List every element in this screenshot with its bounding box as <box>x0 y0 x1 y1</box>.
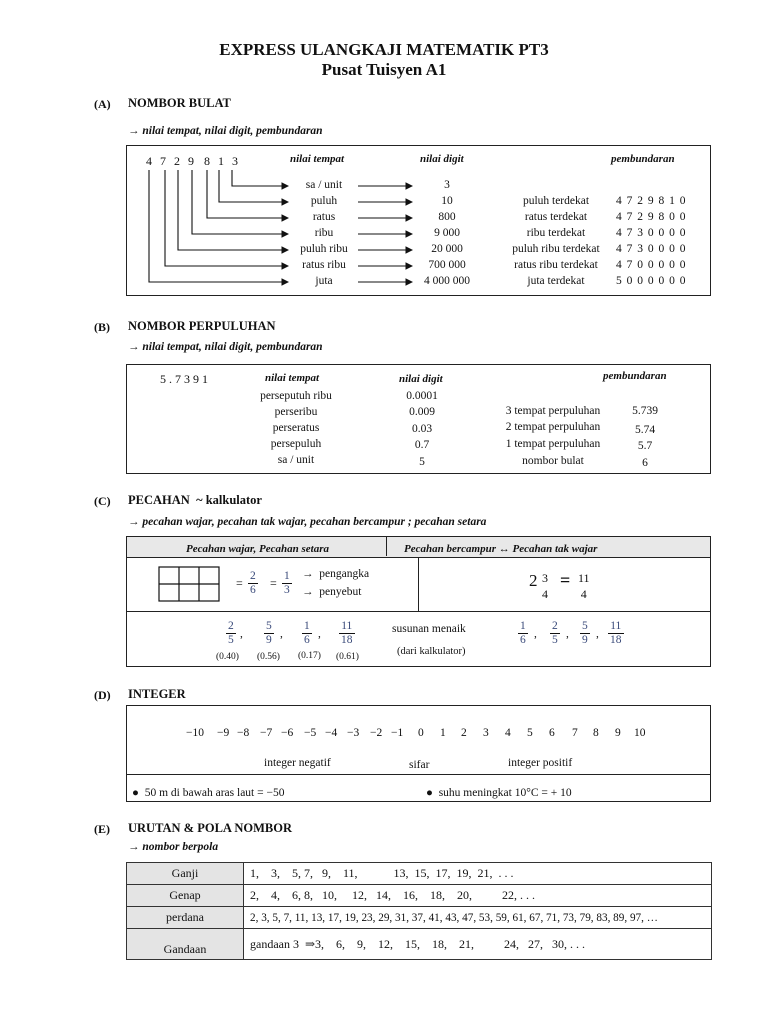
b-digit-value: 0.0001 <box>406 390 438 402</box>
improper-fraction: 11 4 <box>578 571 590 601</box>
number-line-value: −8 <box>237 727 250 739</box>
arrow-right-icon: → <box>302 586 314 598</box>
page-title: EXPRESS ULANGKAJI MATEMATIK PT3 <box>219 40 549 59</box>
integer-example-1: ● 50 m di bawah aras laut = −50 <box>132 787 285 799</box>
section-c-subtitle: → pecahan wajar, pecahan tak wajar, pecahan bercampur ; pecahan setara <box>128 516 487 528</box>
table-row <box>127 929 712 960</box>
multiple-sequence: gandaan 3 ⇒3, 6, 9, 12, 15, 18, 21, 24, 27, 30, . . . <box>244 929 712 960</box>
number-line-value: 3 <box>483 727 489 739</box>
a-digit-value: 4 000 000 <box>424 275 470 287</box>
a-round-result: 4 7 2 9 8 0 0 <box>616 211 687 223</box>
arrow-right-icon: → <box>128 516 140 528</box>
section-e-title: URUTAN & POLA NOMBOR <box>128 821 293 835</box>
a-place: juta <box>315 275 333 287</box>
mixed-whole: 2 <box>529 571 538 590</box>
positive-integer-label: integer positif <box>508 757 573 769</box>
b-round-to: 2 tempat perpuluhan <box>505 421 601 433</box>
list-fraction: $\frac{11}{18}$ <box>341 620 353 646</box>
a-digit-value: 9 000 <box>434 227 460 239</box>
a-round-to: puluh ribu terdekat <box>512 243 600 255</box>
mixed-fraction: 3 4 <box>542 571 548 601</box>
b-place: perseratus <box>272 422 320 434</box>
b-round-result: 6 <box>642 457 648 469</box>
a-header-digit: nilai digit <box>420 153 464 165</box>
odd-sequence: 1, 3, 5, 7, 9, 11, 13, 15, 17, 19, 21, . . . <box>244 863 712 885</box>
b-header-round: pembundaran <box>603 370 667 382</box>
b-place: perseputuh ribu <box>260 390 332 402</box>
a-place: sa / unit <box>305 179 343 191</box>
a-digit-value: 3 <box>444 179 450 191</box>
comma: , <box>534 628 537 640</box>
a-round-to: ratus terdekat <box>524 211 588 223</box>
equals-sign: = <box>270 576 277 590</box>
number-line-value: 5 <box>527 727 533 739</box>
equals-sign: = <box>236 576 243 590</box>
arrow-right-icon: → <box>302 568 314 580</box>
a-digit-value: 700 000 <box>428 259 466 271</box>
b-digit-value: 0.7 <box>414 439 430 451</box>
a-digit-value: 800 <box>438 211 456 223</box>
section-b-subtitle: → nilai tempat, nilai digit, pembundaran <box>128 341 323 353</box>
number-line-value: −3 <box>347 727 360 739</box>
b-header-digit: nilai digit <box>399 373 443 385</box>
a-place: ribu <box>314 227 334 239</box>
number-line-value: −4 <box>325 727 338 739</box>
a-round-to: juta terdekat <box>527 275 585 287</box>
b-round-to: 1 tempat perpuluhan <box>505 438 601 450</box>
row-label-prime: perdana <box>127 907 244 929</box>
arrow-right-icon: → <box>128 341 140 353</box>
row-label-odd: Ganji <box>127 863 244 885</box>
number-line-value: −10 <box>186 727 204 739</box>
number-line-value: 8 <box>593 727 599 739</box>
prime-sequence: 2, 3, 5, 7, 11, 13, 17, 19, 23, 29, 31, 37, 41, 43, 47, 53, 59, 61, 67, 71, 73, 79, 83, 89, 97, … <box>244 907 712 929</box>
number-line-value: −2 <box>370 727 383 739</box>
b-round-to: 3 tempat perpuluhan <box>505 405 601 417</box>
a-round-result: 4 7 2 9 8 1 0 <box>616 195 687 207</box>
table-row <box>127 863 712 885</box>
a-round-to: puluh terdekat <box>522 195 590 207</box>
zero-label: sifar <box>409 759 430 771</box>
decimal-equivalent: (0.56) <box>257 652 280 662</box>
list-fraction: $\frac{2}{5}$ <box>228 620 234 646</box>
sorted-fraction: $\frac{1}{6}$ <box>520 620 526 646</box>
double-arrow-icon: ↔ <box>498 543 510 555</box>
section-e-subtitle: → nombor berpola <box>128 841 219 853</box>
bullet-icon: ● <box>132 787 139 799</box>
b-round-result: 5.74 <box>634 424 656 436</box>
equals-sign: = <box>560 570 571 590</box>
section-d-title: INTEGER <box>128 687 186 701</box>
number-line-value: 6 <box>549 727 555 739</box>
fraction-2-6: $\frac{2}{6}$ <box>250 570 256 596</box>
a-round-result: 4 7 3 0 0 0 0 <box>616 243 687 255</box>
comma: , <box>280 628 283 640</box>
section-a-letter: (A) <box>94 97 111 111</box>
section-b-title: NOMBOR PERPULUHAN <box>128 319 276 333</box>
number-line-value: −1 <box>391 727 404 739</box>
bullet-icon: ● <box>426 787 433 799</box>
c-header-divider <box>386 536 387 556</box>
ascending-label: susunan menaik <box>392 623 466 635</box>
negative-integer-label: integer negatif <box>264 757 331 769</box>
a-round-to: ribu terdekat <box>526 227 586 239</box>
number-line-value: 2 <box>461 727 467 739</box>
place-value-connector-lines <box>0 0 768 300</box>
arrow-right-icon: → <box>128 125 140 137</box>
number-line-value: −5 <box>304 727 317 739</box>
b-round-to: nombor bulat <box>522 455 584 467</box>
number-pattern-table <box>126 862 712 960</box>
sorted-fraction: $\frac{2}{5}$ <box>552 620 558 646</box>
a-place: puluh ribu <box>300 243 348 255</box>
row-label-even: Genap <box>127 885 244 907</box>
section-a-subtitle: → nilai tempat, nilai digit, pembundaran <box>128 125 323 137</box>
sorted-fraction: $\frac{5}{9}$ <box>582 620 588 646</box>
number-line-value: 9 <box>615 727 621 739</box>
number-line-value: 1 <box>440 727 446 739</box>
number-line-value: −9 <box>217 727 230 739</box>
table-row <box>127 885 712 907</box>
list-fraction: $\frac{5}{9}$ <box>266 620 272 646</box>
a-round-result: 4 7 3 0 0 0 0 <box>616 227 687 239</box>
page-subtitle: Pusat Tuisyen A1 <box>321 60 447 79</box>
label-denominator: → penyebut <box>302 586 362 598</box>
comma: , <box>318 628 321 640</box>
c-head-right: Pecahan bercampur ↔ Pecahan tak wajar <box>404 543 598 555</box>
number-line-value: −7 <box>260 727 273 739</box>
a-digit-value: 20 000 <box>431 243 463 255</box>
a-header-round: pembundaran <box>611 153 675 165</box>
a-place: ratus ribu <box>302 259 346 271</box>
arrow-right-icon: → <box>128 841 140 853</box>
label-numerator: → pengangka <box>302 568 370 580</box>
integer-example-2: ● suhu meningkat 10°C = + 10 <box>426 787 572 799</box>
section-a-title: NOMBOR BULAT <box>128 96 231 110</box>
c-row-divider <box>418 557 419 612</box>
number-line-value: 10 <box>634 727 646 739</box>
section-c-title: PECAHAN ~ kalkulator <box>128 493 262 507</box>
fraction-grid-diagram <box>158 566 222 604</box>
implies-arrow-icon: ⇒ <box>304 936 316 951</box>
number-line-value: 7 <box>572 727 578 739</box>
decimal-equivalent: (0.61) <box>336 652 359 662</box>
section-e-letter: (E) <box>94 822 110 836</box>
b-place: persepuluh <box>270 438 322 450</box>
number-line-value: 4 <box>505 727 511 739</box>
a-place: ratus <box>312 211 336 223</box>
b-place: perseribu <box>274 406 318 418</box>
section-c-letter: (C) <box>94 494 111 508</box>
b-digit-value: 0.009 <box>409 406 435 418</box>
number-line-value: −6 <box>281 727 294 739</box>
fraction-1-3: $\frac{1}{3}$ <box>284 570 290 596</box>
b-round-result: 5.7 <box>637 440 653 452</box>
decimal-equivalent: (0.40) <box>216 652 239 662</box>
even-sequence: 2, 4, 6, 8, 10, 12, 14, 16, 18, 20, 22, . . . <box>244 885 712 907</box>
a-round-to: ratus ribu terdekat <box>514 259 598 271</box>
list-fraction: $\frac{1}{6}$ <box>304 620 310 646</box>
b-header-place: nilai tempat <box>265 372 320 384</box>
b-digit-value: 0.03 <box>411 423 433 435</box>
b-round-result: 5.739 <box>632 405 658 417</box>
comma: , <box>596 628 599 640</box>
a-digit-value: 10 <box>441 195 453 207</box>
c-head-left: Pecahan wajar, Pecahan setara <box>186 543 330 555</box>
comma: , <box>240 628 243 640</box>
section-b-letter: (B) <box>94 320 110 334</box>
a-place: puluh <box>310 195 338 207</box>
section-d-letter: (D) <box>94 688 111 702</box>
comma: , <box>566 628 569 640</box>
a-header-place: nilai tempat <box>290 153 345 165</box>
b-place: sa / unit <box>277 454 315 466</box>
row-label-multiple: Gandaan <box>127 929 244 960</box>
a-round-result: 4 7 0 0 0 0 0 <box>616 259 687 271</box>
b-digit-value: 5 <box>419 456 425 468</box>
a-round-result: 5 0 0 0 0 0 0 <box>616 275 687 287</box>
number-line-value: 0 <box>418 727 424 739</box>
decimal-number: 5 . 7 3 9 1 <box>160 372 208 386</box>
calculator-label: (dari kalkulator) <box>397 646 466 657</box>
decimal-equivalent: (0.17) <box>298 651 321 661</box>
sorted-fraction: $\frac{11}{18}$ <box>610 620 622 646</box>
table-row <box>127 907 712 929</box>
